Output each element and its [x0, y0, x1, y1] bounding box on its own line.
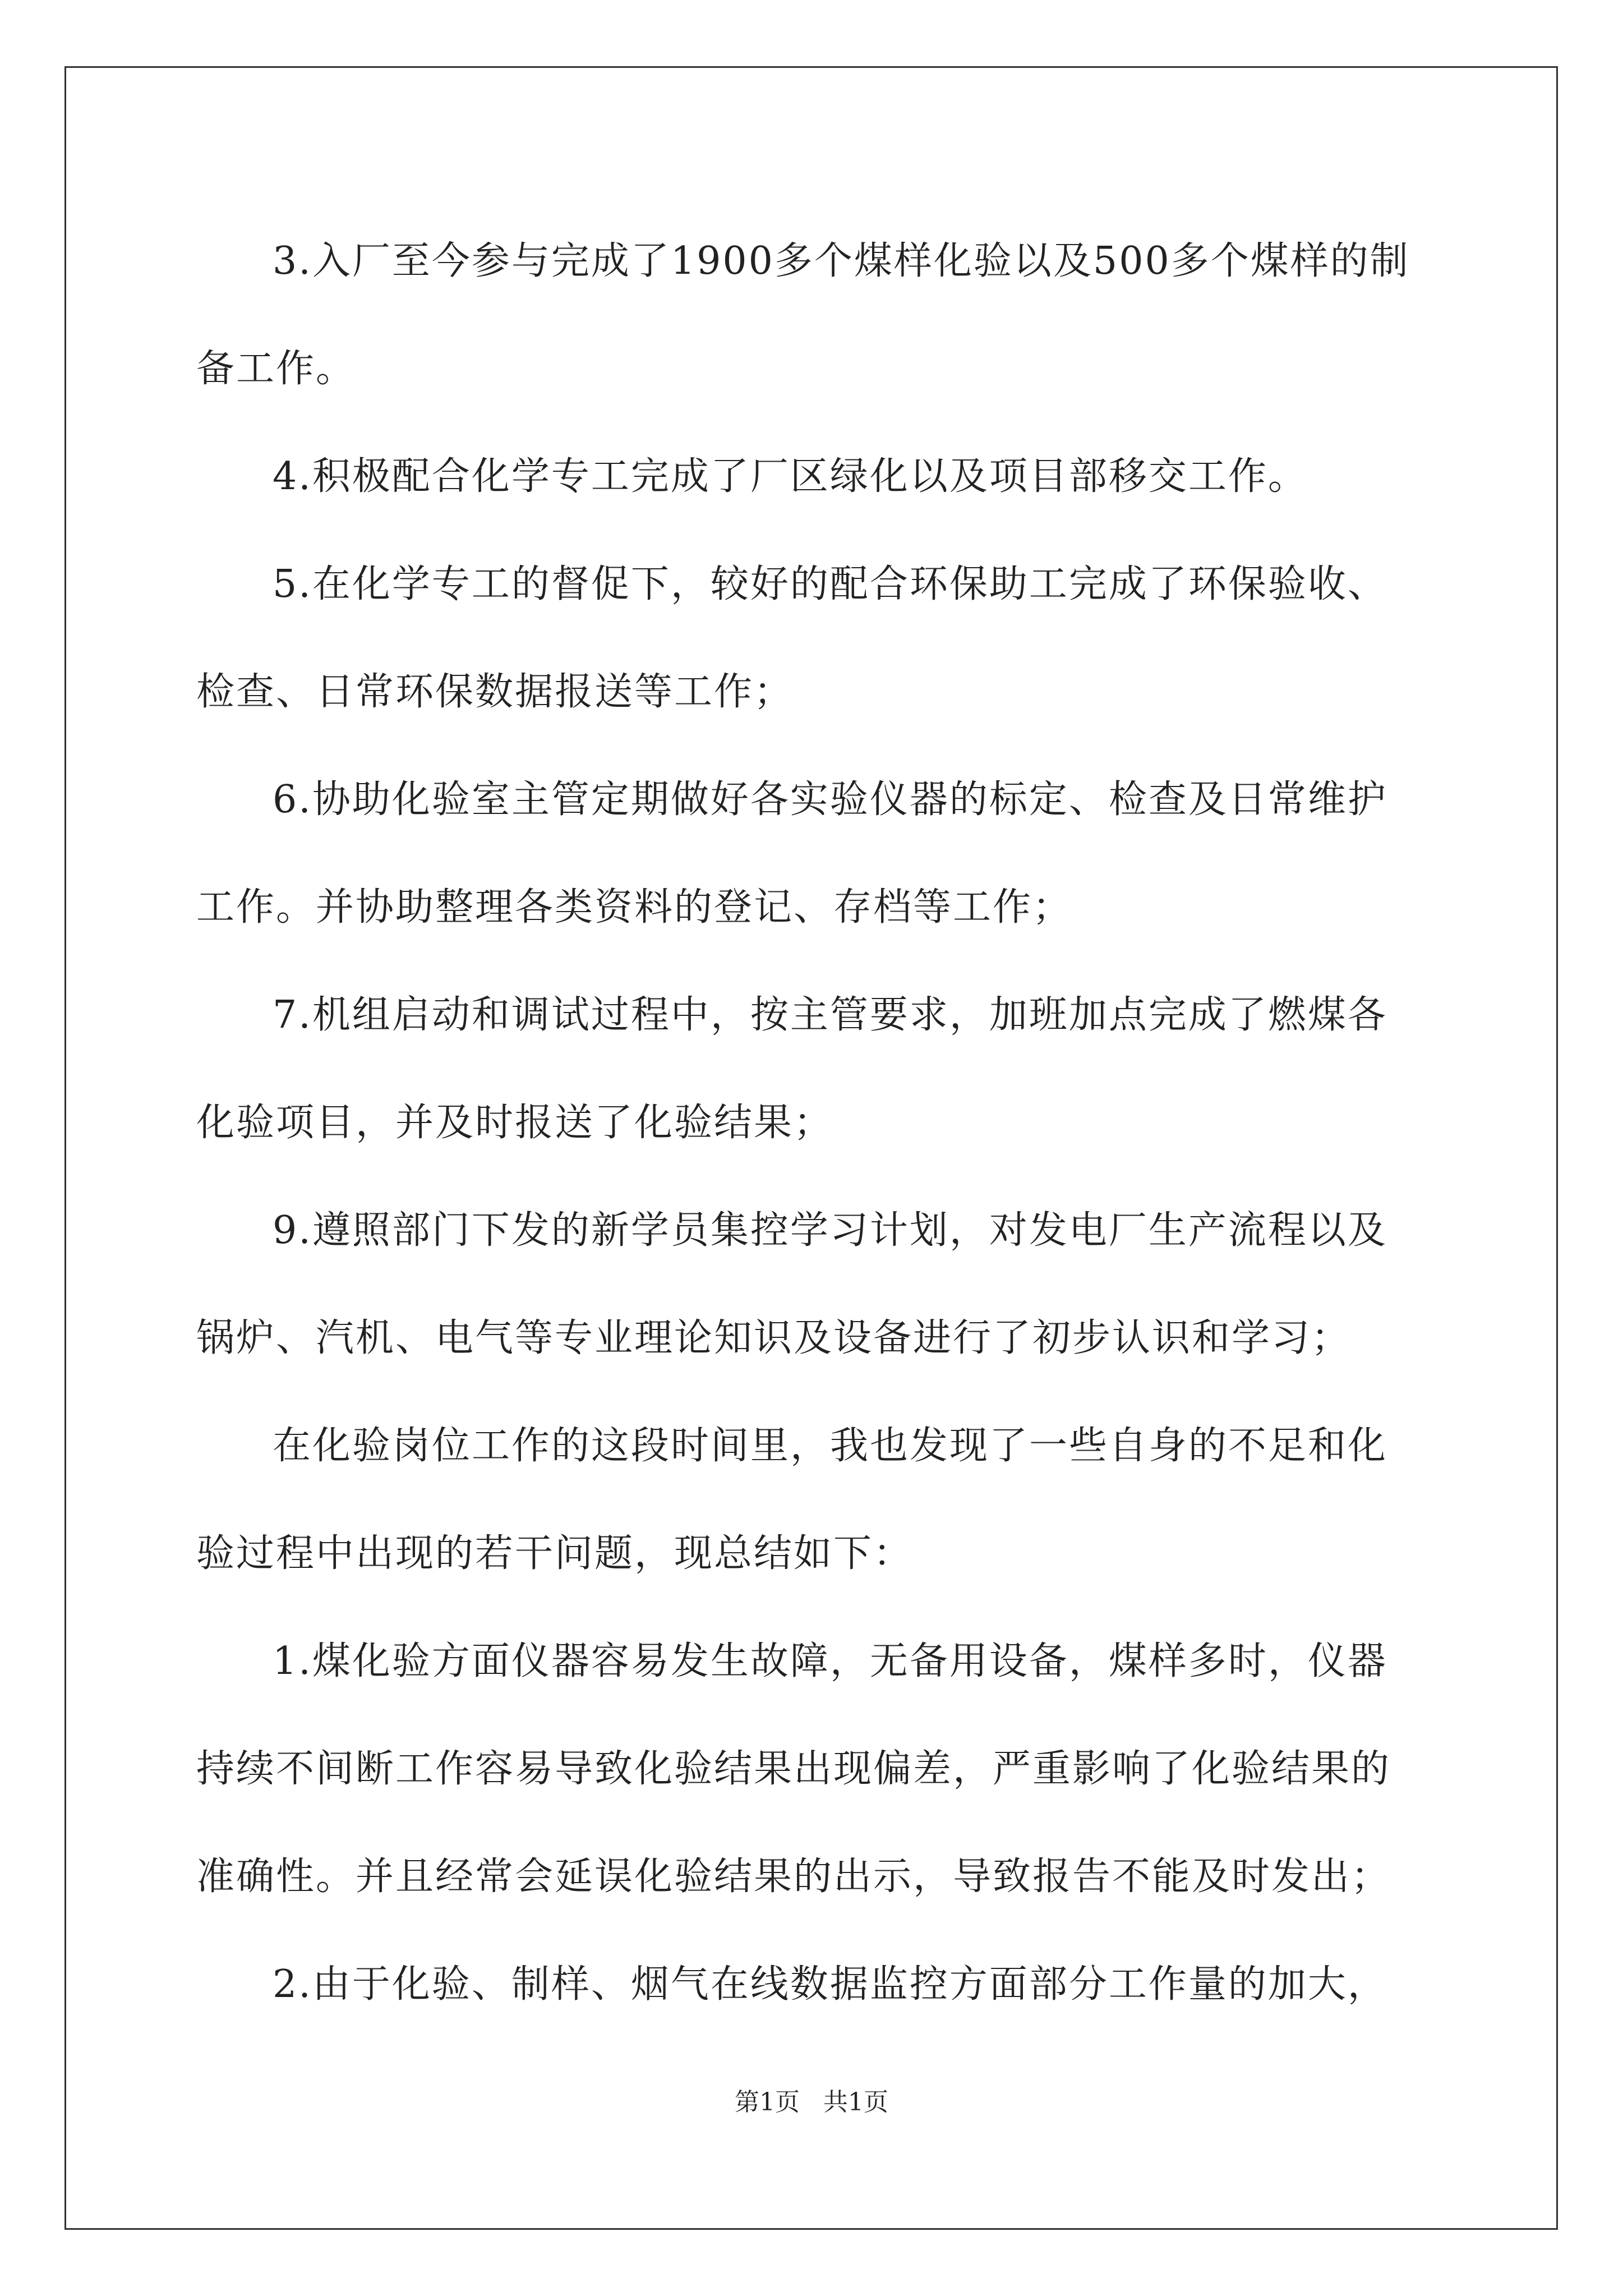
- document-body: [196, 208, 1424, 2039]
- paragraph-7: 7.机组启动和调试过程中，按主管要求，加班加点完成了燃煤各化验项目，并及时报送了化验结果；: [196, 993, 1387, 1145]
- paragraph-6: 6.协助化验室主管定期做好各实验仪器的标定、检查及日常维护工作。并协助整理各类资料的登记、存档等工作；: [196, 777, 1387, 930]
- paragraph-4: 4.积极配合化学专工完成了厂区绿化以及项目部移交工作。: [273, 454, 1308, 499]
- paragraph-summary-intro: 在化验岗位工作的这段时间里，我也发现了一些自身的不足和化验过程中出现的若干问题，现总结如下：: [196, 1424, 1388, 1576]
- paragraph-issue-2: 2.由于化验、制样、烟气在线数据监控方面部分工作量的加大，: [273, 1962, 1387, 2007]
- page-number: 第1页: [735, 2088, 800, 2116]
- paragraph-3: 3.入厂至今参与完成了1900多个煤样化验以及500多个煤样的制备工作。: [196, 239, 1410, 391]
- page-total: 共1页: [823, 2088, 888, 2116]
- paragraph-issue-1: 1.煤化验方面仪器容易发生故障，无备用设备，煤样多时，仪器持续不间断工作容易导致化验结果出现偏差，严重影响了化验结果的准确性。并且经常会延误化验结果的出示，导致报告不能及时发出；: [196, 1639, 1391, 1899]
- page-footer: [0, 2086, 1623, 2119]
- paragraph-9: 9.遵照部门下发的新学员集控学习计划，对发电厂生产流程以及锅炉、汽机、电气等专业理论知识及设备进行了初步认识和学习；: [196, 1208, 1387, 1360]
- paragraph-5: 5.在化学专工的督促下，较好的配合环保助工完成了环保验收、检查、日常环保数据报送等工作；: [196, 562, 1387, 714]
